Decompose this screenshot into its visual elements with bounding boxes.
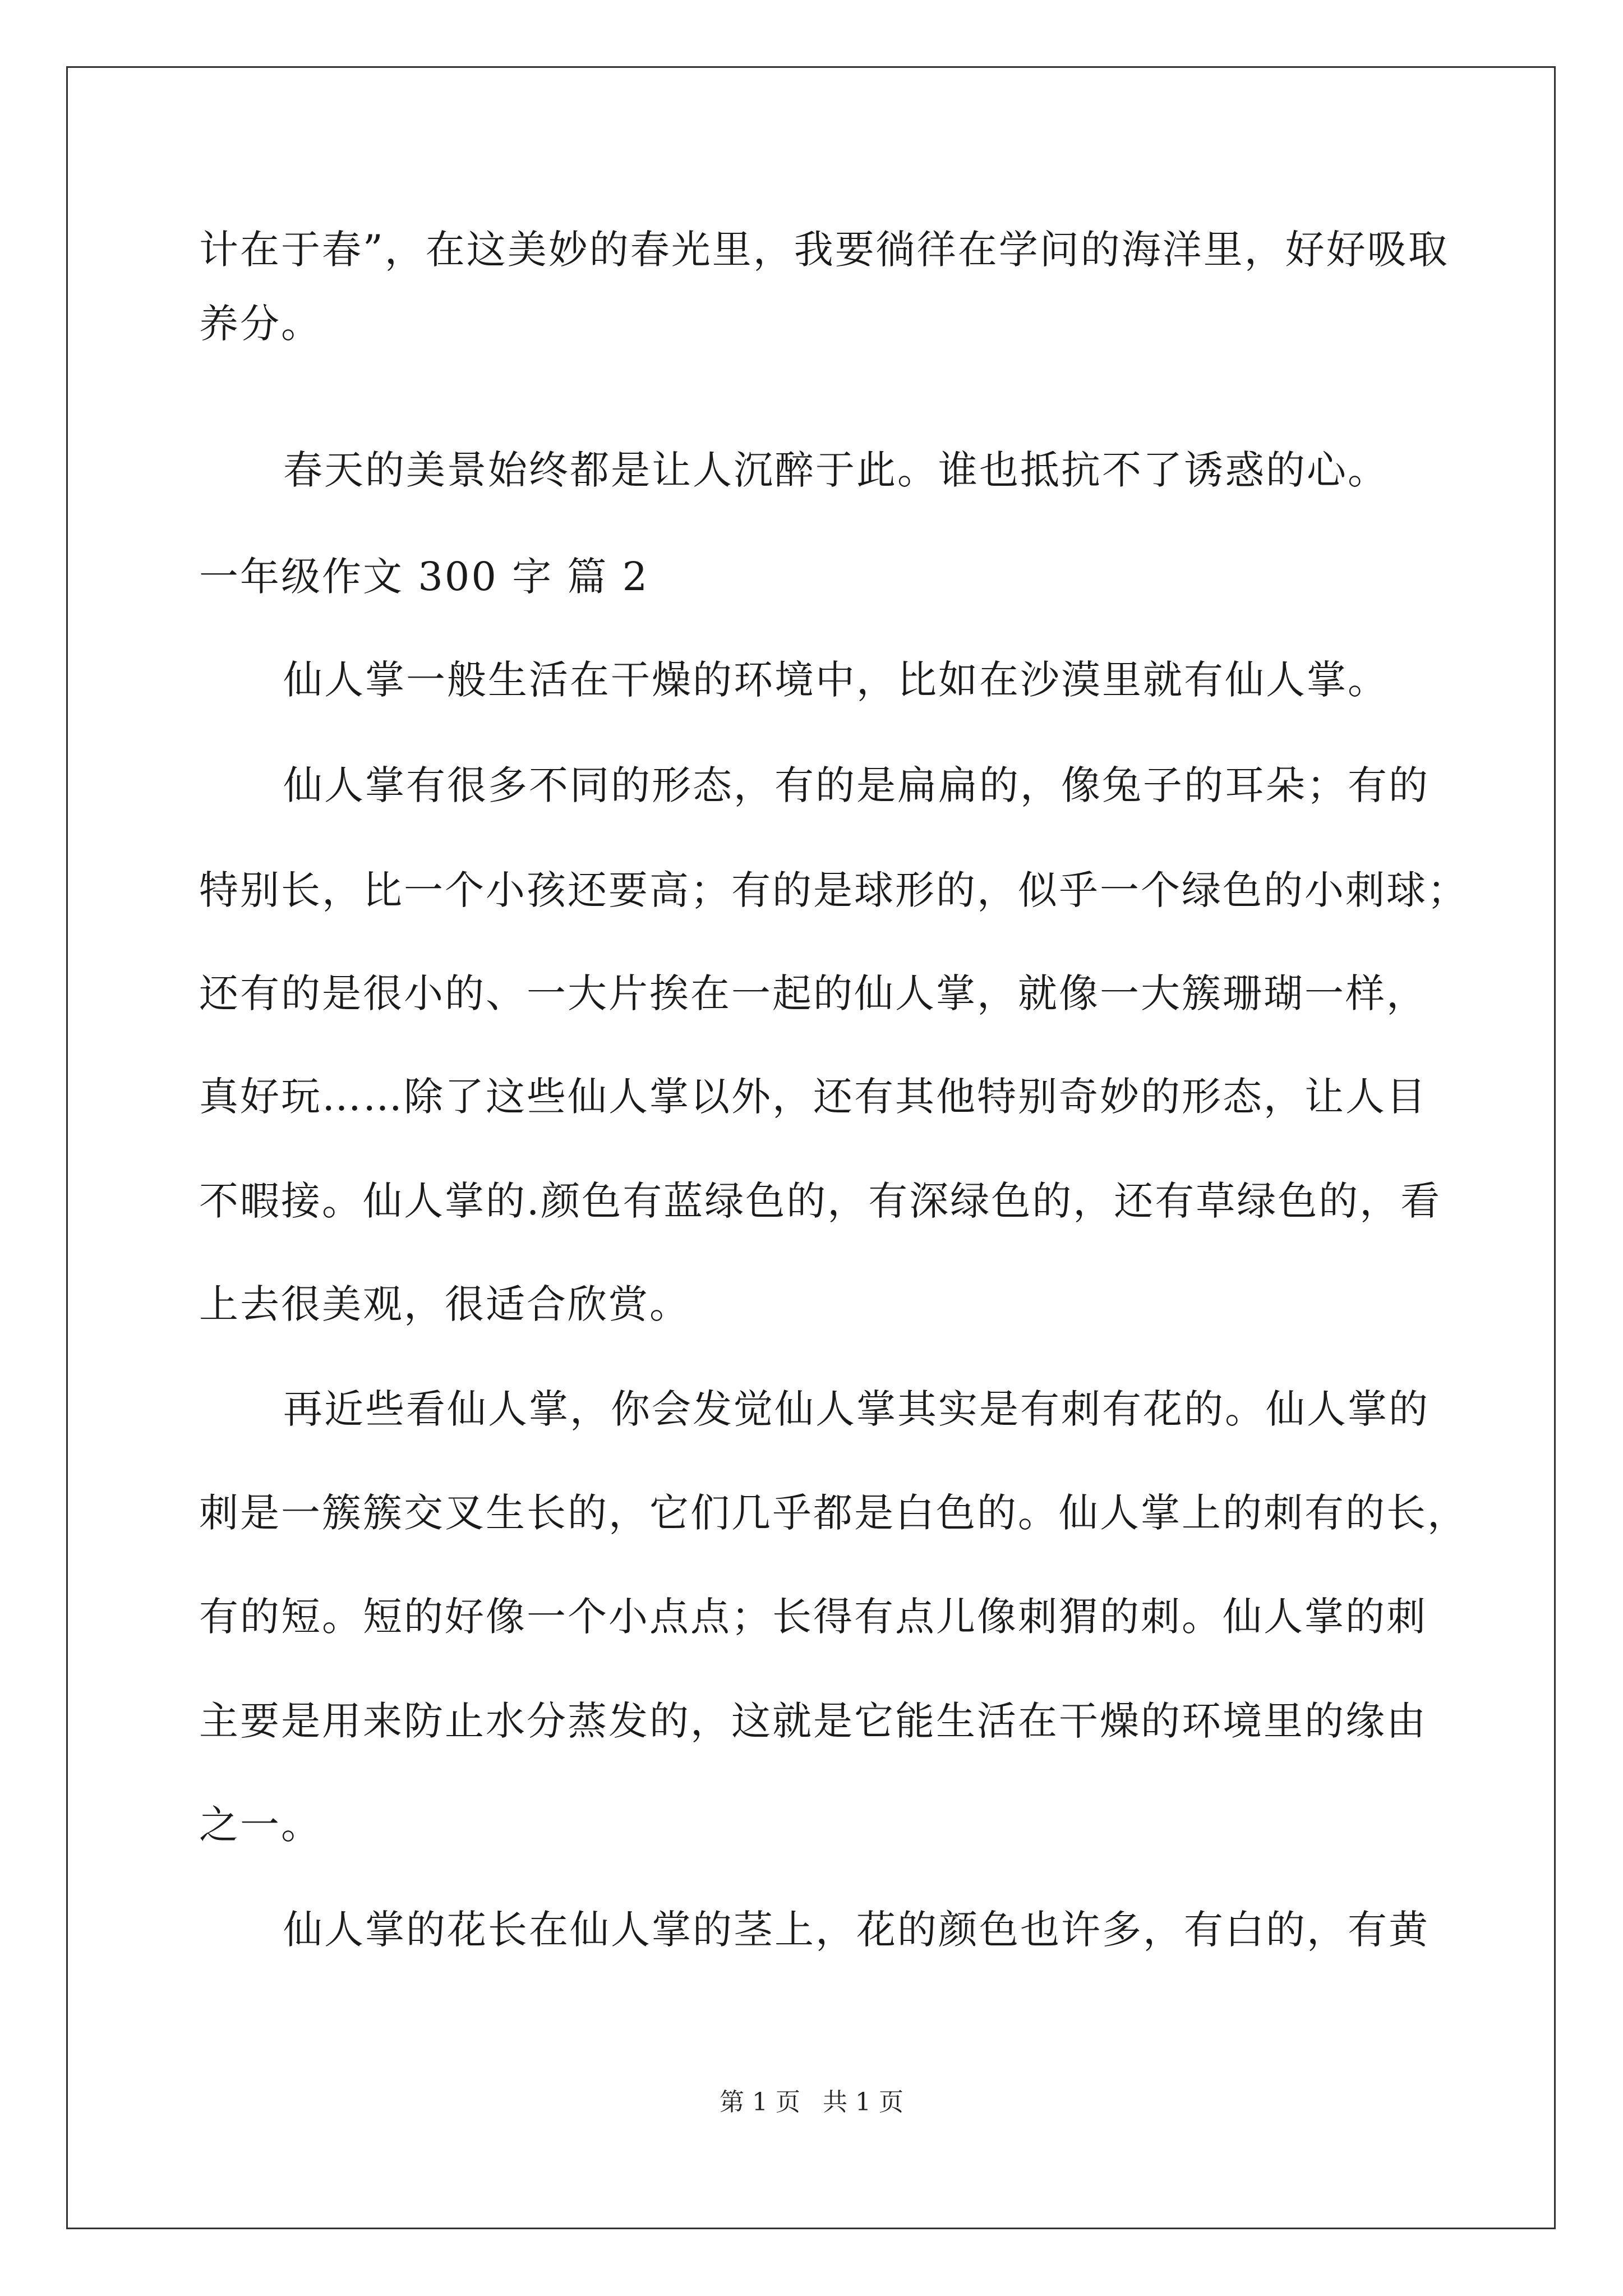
text-line: 不暇接。仙人掌的.颜色有蓝绿色的，有深绿色的，还有草绿色的，看 [199,1178,1442,1224]
text-line: 还有的是很小的、一大片挨在一起的仙人掌，就像一大簇珊瑚一样， [199,970,1427,1016]
text-line: 计在于春”，在这美妙的春光里，我要徜徉在学问的海洋里，好好吸取 [199,227,1449,273]
paragraph-first-line: 仙人掌一般生活在干燥的环境中，比如在沙漠里就有仙人掌。 [283,657,1389,703]
text-line: 主要是用来防止水分蒸发的，这就是它能生活在干燥的环境里的缘由 [199,1698,1427,1744]
text-line: 养分。 [199,301,322,347]
text-line: 之一。 [199,1802,322,1848]
section-heading: 一年级作文 300 字 篇 2 [199,554,649,600]
paragraph-first-line: 仙人掌有很多不同的形态，有的是扁扁的，像兔子的耳朵；有的 [283,762,1430,808]
text-line: 刺是一簇簇交叉生长的，它们几乎都是白色的。仙人掌上的刺有的长， [199,1490,1468,1536]
text-line: 真好玩……除了这些仙人掌以外，还有其他特别奇妙的形态，让人目 [199,1074,1427,1120]
page-footer [0,2087,1623,2118]
text-line: 上去很美观，很适合欣赏。 [199,1281,690,1327]
paragraph-first-line: 再近些看仙人掌，你会发觉仙人掌其实是有刺有花的。仙人掌的 [283,1386,1430,1432]
paragraph-first-line: 仙人掌的花长在仙人掌的茎上，花的颜色也许多，有白的，有黄 [283,1907,1430,1953]
text-line: 有的短。短的好像一个小点点；长得有点儿像刺猬的刺。仙人掌的刺 [199,1594,1427,1640]
page-number-current: 第 1 页 [720,2088,800,2116]
text-line: 特别长，比一个小孩还要高；有的是球形的，似乎一个绿色的小刺球； [199,867,1468,913]
paragraph-first-line: 春天的美景始终都是让人沉醉于此。谁也抵抗不了诱惑的心。 [283,447,1389,493]
page-number-total: 共 1 页 [823,2088,903,2116]
